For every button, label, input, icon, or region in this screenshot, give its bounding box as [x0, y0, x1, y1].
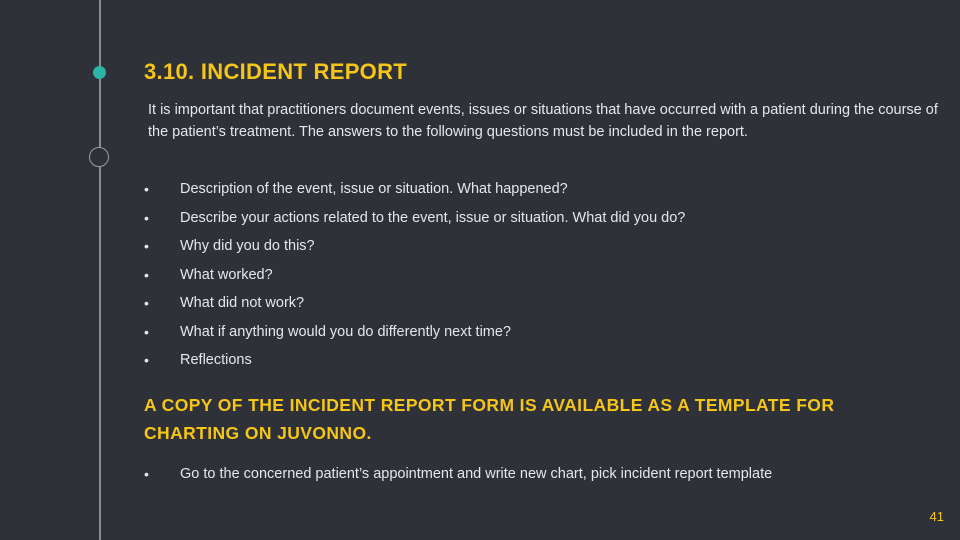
bullet-icon: • [144, 295, 149, 311]
list-item-text: Why did you do this? [180, 238, 315, 254]
bullet-icon: • [144, 266, 149, 283]
bullet-icon: • [144, 209, 149, 226]
timeline-dot-active-icon [93, 66, 106, 79]
template-callout: A COPY OF THE INCIDENT REPORT FORM IS AVAILABLE AS A TEMPLATE FOR CHARTING ON JUVONNO. [144, 395, 835, 443]
list-item-text: What worked? [180, 266, 273, 283]
list-item-text: What if anything would you do differently next time? [180, 323, 512, 340]
intro-paragraph: It is important that practitioners document events, issues or situations that have occurred with a patient during the course of the patient’s treatment. The answers to the following questions must be included in the report. [148, 102, 938, 140]
timeline-dot-hollow-icon [89, 147, 109, 167]
instruction-text: Go to the concerned patient’s appointment and write new chart, pick incident report template [180, 466, 773, 482]
bullet-icon: • [144, 181, 149, 197]
slide-title: 3.10. INCIDENT REPORT [144, 59, 408, 84]
bullet-icon: • [144, 238, 149, 254]
timeline-line [99, 0, 101, 540]
list-item-text: What did not work? [180, 295, 305, 311]
bullet-icon: • [144, 466, 149, 482]
page-number: 41 [929, 509, 944, 524]
bullet-icon: • [144, 323, 149, 340]
list-item-text: Description of the event, issue or situation. What happened? [180, 181, 568, 197]
bullet-icon: • [144, 352, 149, 368]
list-item-text: Reflections [180, 352, 252, 368]
list-item-text: Describe your actions related to the event, issue or situation. What did you do? [180, 209, 686, 226]
